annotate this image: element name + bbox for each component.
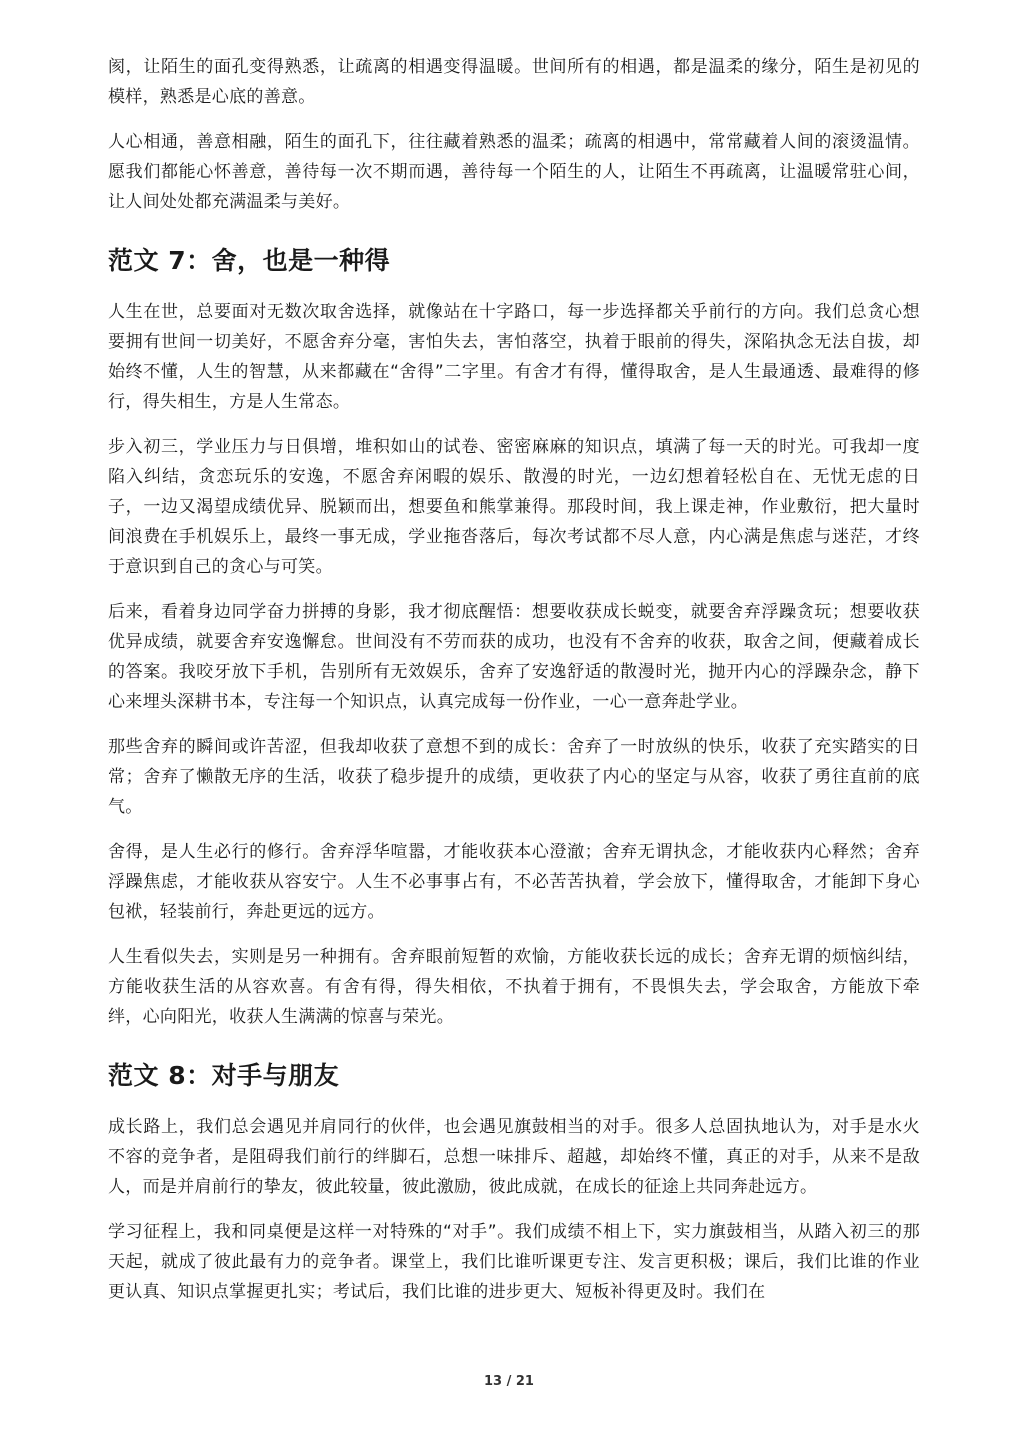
- essay-7-paragraph-2: 步入初三，学业压力与日俱增，堆积如山的试卷、密密麻麻的知识点，填满了每一天的时光。可我却一度陷入纠结，贪恋玩乐的安逸，不愿舍弃闲暇的娱乐、散漫的时光，一边幻想着轻松自在、无忧无虑的日子，一边又渴望成绩优异、脱颖而出，想要鱼和熊掌兼得。那段时间，我上课走神，作业敷衍，把大量时间浪费在手机娱乐上，最终一事无成，学业拖沓落后，每次考试都不尽人意，内心满是焦虑与迷茫，才终于意识到自己的贪心与可笑。: [108, 437, 920, 577]
- document-page: [108, 52, 920, 1322]
- essay-8-paragraph-1: 成长路上，我们总会遇见并肩同行的伙伴，也会遇见旗鼓相当的对手。很多人总固执地认为，对手是水火不容的竞争者，是阻碍我们前行的绊脚石，总想一味排斥、超越，却始终不懂，真正的对手，从来不是敌人，而是并肩前行的挚友，彼此较量，彼此激励，彼此成就，在成长的征途上共同奔赴远方。: [108, 1117, 920, 1197]
- paragraph-intro-end: 阂，让陌生的面孔变得熟悉，让疏离的相遇变得温暖。世间所有的相遇，都是温柔的缘分，陌生是初见的模样，熟悉是心底的善意。: [108, 57, 920, 107]
- page-number: 13 / 21: [484, 1374, 534, 1389]
- essay-7-paragraph-5: 舍得，是人生必行的修行。舍弃浮华喧嚣，才能收获本心澄澈；舍弃无谓执念，才能收获内心释然；舍弃浮躁焦虑，才能收获从容安宁。人生不必事事占有，不必苦苦执着，学会放下，懂得取舍，才能卸下身心包袱，轻装前行，奔赴更远的远方。: [108, 842, 920, 922]
- essay-7-paragraph-3: 后来，看着身边同学奋力拼搏的身影，我才彻底醒悟：想要收获成长蜕变，就要舍弃浮躁贪玩；想要收获优异成绩，就要舍弃安逸懈怠。世间没有不劳而获的成功，也没有不舍弃的收获，取舍之间，便藏着成长的答案。我咬牙放下手机，告别所有无效娱乐，舍弃了安逸舒适的散漫时光，抛开内心的浮躁杂念，静下心来埋头深耕书本，专注每一个知识点，认真完成每一份作业，一心一意奔赴学业。: [108, 602, 920, 712]
- essay-7-paragraph-6: 人生看似失去，实则是另一种拥有。舍弃眼前短暂的欢愉，方能收获长远的成长；舍弃无谓的烦恼纠结，方能收获生活的从容欢喜。有舍有得，得失相依，不执着于拥有，不畏惧失去，学会取舍，方能放下牵绊，心向阳光，收获人生满满的惊喜与荣光。: [108, 947, 920, 1027]
- essay-8-title: 范文 8：对手与朋友: [108, 1061, 340, 1090]
- essay-7-title: 范文 7：舍，也是一种得: [108, 246, 391, 275]
- essay-8-paragraph-2: 学习征程上，我和同桌便是这样一对特殊的“对手”。我们成绩不相上下，实力旗鼓相当，从踏入初三的那天起，就成了彼此最有力的竞争者。课堂上，我们比谁听课更专注、发言更积极；课后，我们比谁的作业更认真、知识点掌握更扎实；考试后，我们比谁的进步更大、短板补得更及时。我们在: [108, 1222, 920, 1302]
- essay-7-paragraph-4: 那些舍弃的瞬间或许苦涩，但我却收获了意想不到的成长：舍弃了一时放纵的快乐，收获了充实踏实的日常；舍弃了懒散无序的生活，收获了稳步提升的成绩，更收获了内心的坚定与从容，收获了勇往直前的底气。: [108, 737, 920, 817]
- essay-7-paragraph-1: 人生在世，总要面对无数次取舍选择，就像站在十字路口，每一步选择都关乎前行的方向。我们总贪心想要拥有世间一切美好，不愿舍弃分毫，害怕失去，害怕落空，执着于眼前的得失，深陷执念无法自拔，却始终不懂，人生的智慧，从来都藏在“舍得”二字里。有舍才有得，懂得取舍，是人生最通透、最难得的修行，得失相生，方是人生常态。: [108, 302, 920, 412]
- paragraph-intro-conclusion: 人心相通，善意相融，陌生的面孔下，往往藏着熟悉的温柔；疏离的相遇中，常常藏着人间的滚烫温情。愿我们都能心怀善意，善待每一次不期而遇，善待每一个陌生的人，让陌生不再疏离，让温暖常驻心间，让人间处处都充满温柔与美好。: [108, 132, 920, 212]
